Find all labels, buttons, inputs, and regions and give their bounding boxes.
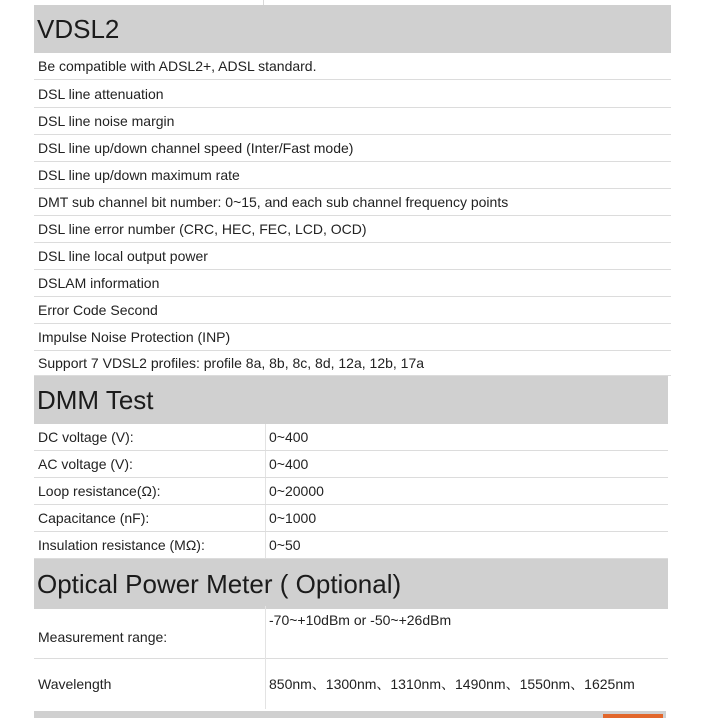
list-item <box>34 216 671 243</box>
dmm-label: AC voltage (V): <box>38 456 133 472</box>
table-row <box>34 505 668 532</box>
dmm-label: Capacitance (nF): <box>38 510 150 526</box>
vdsl2-item-text: Support 7 VDSL2 profiles: profile 8a, 8b, 8c, 8d, 12a, 12b, 17a <box>38 355 425 371</box>
vdsl2-item-text: DSL line attenuation <box>38 86 164 102</box>
dmm-value: 0~400 <box>265 451 308 477</box>
dmm-value: 0~400 <box>265 424 308 450</box>
opm-title: Optical Power Meter ( Optional) <box>37 569 402 599</box>
vdsl2-item-text: DMT sub channel bit number: 0~15, and each sub channel frequency points <box>38 194 509 210</box>
dmm-title: DMM Test <box>37 385 154 415</box>
list-item <box>34 189 671 216</box>
list-item <box>34 324 671 351</box>
vdsl2-title: VDSL2 <box>37 14 120 44</box>
list-item <box>34 53 671 80</box>
dmm-label: DC voltage (V): <box>38 429 134 445</box>
vdsl2-item-text: DSL line error number (CRC, HEC, FEC, LCD, OCD) <box>38 221 367 237</box>
dmm-label: Insulation resistance (MΩ): <box>38 537 205 553</box>
vdsl2-item-text: DSLAM information <box>38 275 160 291</box>
opm-value: 850nm、1300nm、1310nm、1490nm、1550nm、1625nm <box>265 659 635 709</box>
list-item <box>34 108 671 135</box>
section-title-optical-power-meter <box>34 559 668 609</box>
dmm-value: 0~50 <box>265 532 301 558</box>
list-item <box>34 297 671 324</box>
dmm-label: Loop resistance(Ω): <box>38 483 161 499</box>
vdsl2-item-text: DSL line local output power <box>38 248 208 264</box>
opm-label: Wavelength <box>38 676 112 692</box>
vdsl2-item-text: DSL line up/down channel speed (Inter/Fast mode) <box>38 140 354 156</box>
list-item <box>34 135 671 162</box>
section-title-vdsl2 <box>34 5 671 53</box>
table-row <box>34 532 668 559</box>
list-item <box>34 351 671 376</box>
opm-value: -70~+10dBm or -50~+26dBm <box>265 606 451 661</box>
vdsl2-item-text: Be compatible with ADSL2+, ADSL standard. <box>38 58 317 74</box>
vdsl2-item-text: DSL line noise margin <box>38 113 175 129</box>
table-row <box>34 609 668 659</box>
vdsl2-item-text: DSL line up/down maximum rate <box>38 167 240 183</box>
vdsl2-item-text: Error Code Second <box>38 302 158 318</box>
footer-accent <box>603 714 663 718</box>
opm-label: Measurement range: <box>38 628 168 645</box>
table-row <box>34 659 668 709</box>
dmm-value: 0~1000 <box>265 505 316 531</box>
section-title-dmm <box>34 376 668 424</box>
list-item <box>34 162 671 189</box>
table-row <box>34 451 668 478</box>
footer-bar <box>34 711 666 718</box>
dmm-value: 0~20000 <box>265 478 324 504</box>
list-item <box>34 81 671 108</box>
vdsl2-item-text: Impulse Noise Protection (INP) <box>38 329 231 345</box>
table-row <box>34 478 668 505</box>
table-row <box>34 424 668 451</box>
list-item <box>34 270 671 297</box>
list-item <box>34 243 671 270</box>
